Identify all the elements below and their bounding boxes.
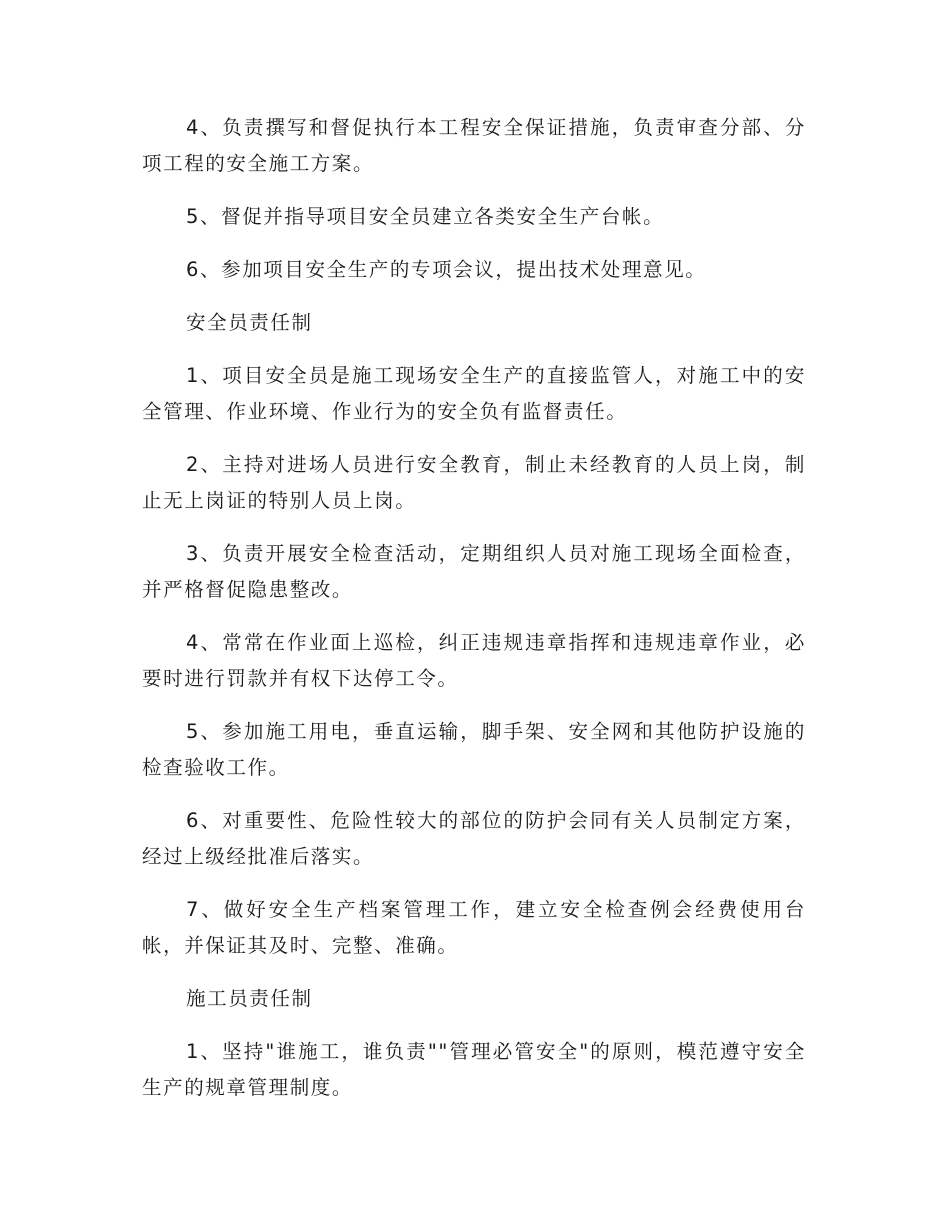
paragraph-tech-duty-5: 5、督促并指导项目安全员建立各类安全生产台帐。	[186, 205, 665, 228]
paragraph-safety-duty-2: 2、主持对进场人员进行安全教育，制止未经教育的人员上岗，制止无上岗证的特别人员上岗。	[142, 453, 806, 512]
section-heading-construction-officer: 施工员责任制	[186, 987, 313, 1010]
paragraph-safety-duty-5: 5、参加施工用电，垂直运输，脚手架、安全网和其他防护设施的检查验收工作。	[142, 720, 806, 779]
section-heading-safety-officer: 安全员责任制	[186, 311, 313, 334]
paragraph-safety-duty-3: 3、负责开展安全检查活动，定期组织人员对施工现场全面检查，并严格督促隐患整改。	[142, 542, 806, 601]
document-body	[142, 110, 806, 1123]
paragraph-safety-duty-1: 1、项目安全员是施工现场安全生产的直接监管人，对施工中的安全管理、作业环境、作业行为的安全负有监督责任。	[142, 364, 806, 423]
paragraph-safety-duty-7: 7、做好安全生产档案管理工作，建立安全检查例会经费使用台帐，并保证其及时、完整、准确。	[142, 898, 806, 957]
paragraph-construction-duty-1: 1、坚持"谁施工，谁负责""管理必管安全"的原则，模范遵守安全生产的规章管理制度。	[142, 1040, 806, 1099]
paragraph-tech-duty-6: 6、参加项目安全生产的专项会议，提出技术处理意见。	[186, 258, 707, 281]
paragraph-tech-duty-4: 4、负责撰写和督促执行本工程安全保证措施，负责审查分部、分项工程的安全施工方案。	[142, 116, 806, 175]
paragraph-safety-duty-6: 6、对重要性、危险性较大的部位的防护会同有关人员制定方案，经过上级经批准后落实。	[142, 809, 806, 868]
paragraph-safety-duty-4: 4、常常在作业面上巡检，纠正违规违章指挥和违规违章作业，必要时进行罚款并有权下达停工令。	[142, 631, 806, 690]
